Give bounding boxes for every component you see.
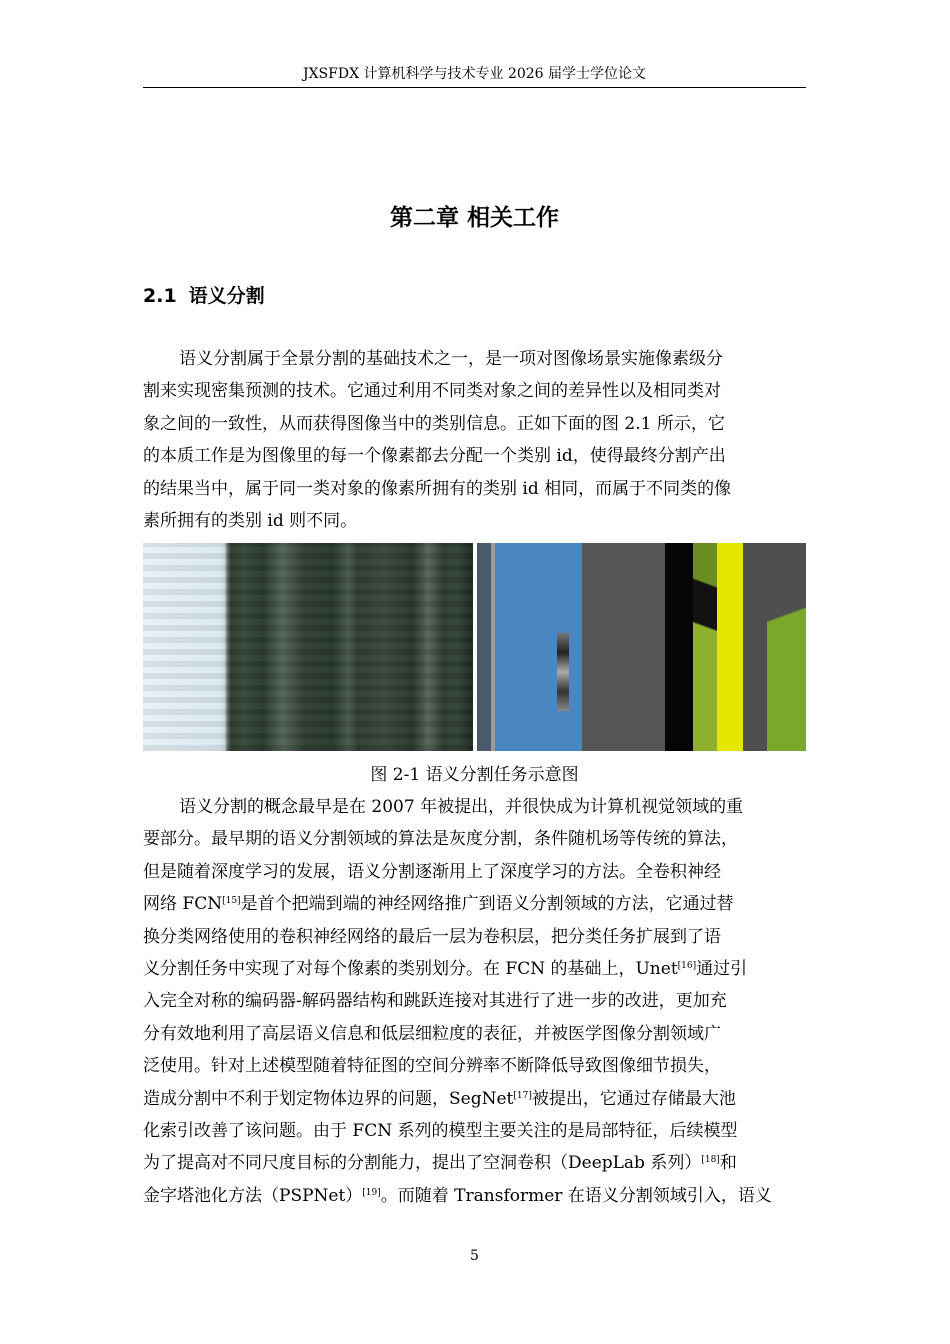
mask-region — [477, 543, 491, 751]
paragraph-line: 泛使用。针对上述模型随着特征图的空间分辨率不断降低导致图像细节损失， — [143, 1056, 721, 1077]
mask-region — [693, 543, 717, 751]
running-header: JXSFDX 计算机科学与技术专业 2026 届学士学位论文 — [302, 66, 647, 82]
text-run: 为了提高对不同尺度目标的分割能力，提出了空洞卷积（DeepLab 系列） — [143, 1153, 702, 1174]
paragraph-line: 要部分。最早期的语义分割领域的算法是灰度分割，条件随机场等传统的算法， — [143, 829, 738, 850]
paragraph-history — [143, 791, 806, 1212]
mask-region — [717, 543, 743, 751]
paragraph-line: 象之间的一致性，从而获得图像当中的类别信息。正如下面的图 2.1 所示，它 — [143, 413, 725, 434]
chapter-title: 第二章 相关工作 — [389, 205, 559, 231]
paragraph-line: 但是随着深度学习的发展，语义分割逐渐用上了深度学习的方法。全卷积神经 — [143, 861, 721, 882]
paragraph-line: 语义分割的概念最早是在 2007 年被提出，并很快成为计算机视觉领域的重 — [179, 797, 744, 817]
citation-16: [16] — [677, 960, 697, 971]
paragraph-line: 入完全对称的编码器-解码器结构和跳跃连接对其进行了进一步的改进，更加充 — [143, 991, 727, 1012]
figure-segmentation — [143, 543, 806, 751]
original-image — [143, 543, 473, 751]
text-run: 金字塔池化方法（PSPNet） — [143, 1185, 363, 1206]
mask-region — [665, 543, 693, 751]
paragraph-line: 分有效地利用了高层语义信息和低层细粒度的表征，并被医学图像分割领域广 — [143, 1023, 721, 1044]
paragraph-line — [143, 1147, 806, 1179]
text-run: 造成分割中不利于划定物体边界的问题，SegNet — [143, 1088, 514, 1109]
text-run: 义分割任务中实现了对每个像素的类别划分。在 FCN 的基础上，Unet — [143, 958, 678, 979]
page-number: 5 — [470, 1248, 479, 1264]
text-run: 。而随着 Transformer 在语义分割领域引入，语义 — [380, 1185, 772, 1206]
figure-caption: 图 2-1 语义分割任务示意图 — [370, 765, 579, 785]
mask-region — [557, 633, 569, 711]
paragraph-line — [143, 1180, 806, 1212]
segmentation-mask-image — [477, 543, 806, 751]
text-run: 和 — [719, 1153, 737, 1174]
section-heading — [143, 282, 265, 310]
paragraph-line: 化索引改善了该问题。由于 FCN 系列的模型主要关注的是局部特征，后续模型 — [143, 1120, 738, 1141]
mask-region — [582, 543, 665, 751]
section-number: 2.1 — [143, 285, 177, 307]
paragraph-line: 换分类网络使用的卷积神经网络的最后一层为卷积层，把分类任务扩展到了语 — [143, 926, 721, 947]
paragraph-line: 的结果当中，属于同一类对象的像素所拥有的类别 id 相同，而属于不同类的像 — [143, 478, 732, 499]
text-run: 被提出，它通过存储最大池 — [531, 1088, 736, 1109]
paragraph-line: 素所拥有的类别 id 则不同。 — [143, 510, 358, 531]
paragraph-line: 的本质工作是为图像里的每一个像素都去分配一个类别 id，使得最终分割产出 — [143, 446, 726, 467]
paragraph-line: 语义分割属于全景分割的基础技术之一，是一项对图像场景实施像素级分 — [179, 349, 723, 369]
citation-18: [18] — [701, 1155, 720, 1166]
citation-19: [19] — [362, 1187, 381, 1198]
header-rule — [143, 87, 806, 88]
paragraph-intro — [143, 343, 806, 537]
text-run: 网络 FCN — [143, 894, 223, 915]
section-title: 语义分割 — [188, 285, 265, 307]
paragraph-line — [143, 888, 806, 920]
citation-15: [15] — [222, 896, 241, 907]
text-run: 是首个把端到端的神经网络推广到语义分割领域的方法，它通过替 — [240, 894, 734, 915]
paragraph-line — [143, 953, 806, 985]
paragraph-line: 割来实现密集预测的技术。它通过利用不同类对象之间的差异性以及相同类对 — [143, 381, 721, 402]
citation-17: [17] — [513, 1090, 532, 1101]
text-run: 通过引 — [696, 958, 748, 979]
mask-region — [767, 543, 806, 751]
paragraph-line — [143, 1083, 806, 1115]
